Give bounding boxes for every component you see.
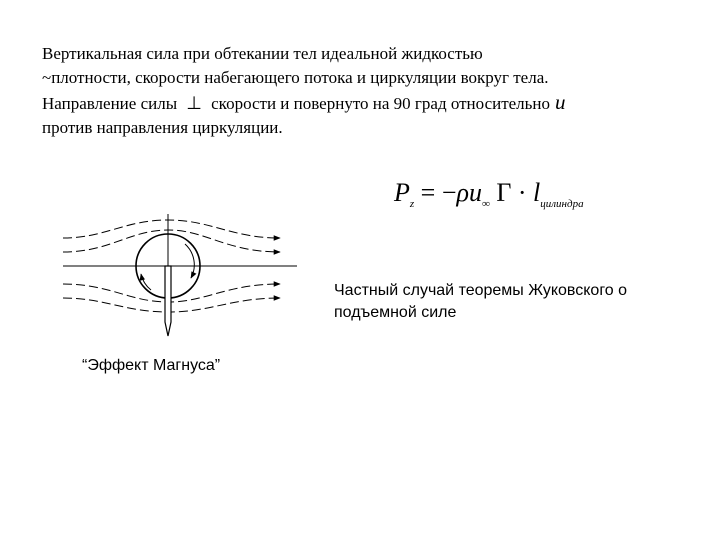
formula-u-sub: ∞	[481, 198, 490, 211]
streamline-upper	[63, 230, 280, 252]
formula-u: u	[468, 178, 482, 207]
velocity-symbol: u	[555, 90, 566, 114]
circulation-arrow-2	[141, 274, 151, 290]
formula-lhs-sub: z	[409, 198, 415, 211]
magnus-caption: “Эффект Магнуса”	[82, 357, 221, 374]
magnus-effect-diagram	[55, 200, 305, 350]
intro-line-3-start: Направление силы	[42, 94, 178, 113]
intro-line-2: ~плотности, скорости набегающего потока и циркуляции вокруг тела.	[42, 68, 549, 87]
force-arrow	[165, 266, 171, 336]
intro-line-4: против направления циркуляции.	[42, 118, 283, 137]
formula-rho: ρ	[456, 178, 469, 207]
formula-l-sub: цилиндра	[540, 198, 584, 211]
circulation-arrow	[185, 244, 194, 278]
formula-gamma: Γ	[489, 178, 512, 207]
lift-formula	[394, 178, 584, 218]
formula-eq: = −	[414, 178, 457, 207]
intro-text	[42, 42, 702, 140]
formula-l: l	[533, 178, 541, 207]
formula-dot: ·	[511, 178, 534, 207]
theorem-caption: Частный случай теоремы Жуковского о подъемной силе	[334, 282, 628, 321]
streamline-top	[63, 220, 280, 238]
intro-line-3-end: скорости и повернуто на 90 град относительно	[211, 94, 551, 113]
formula-lhs: P	[394, 178, 410, 207]
intro-line-1: Вертикальная сила при обтекании тел идеальной жидкостью	[42, 44, 483, 63]
perpendicular-symbol: ⊥	[186, 93, 202, 114]
intro-line-3	[42, 90, 702, 116]
